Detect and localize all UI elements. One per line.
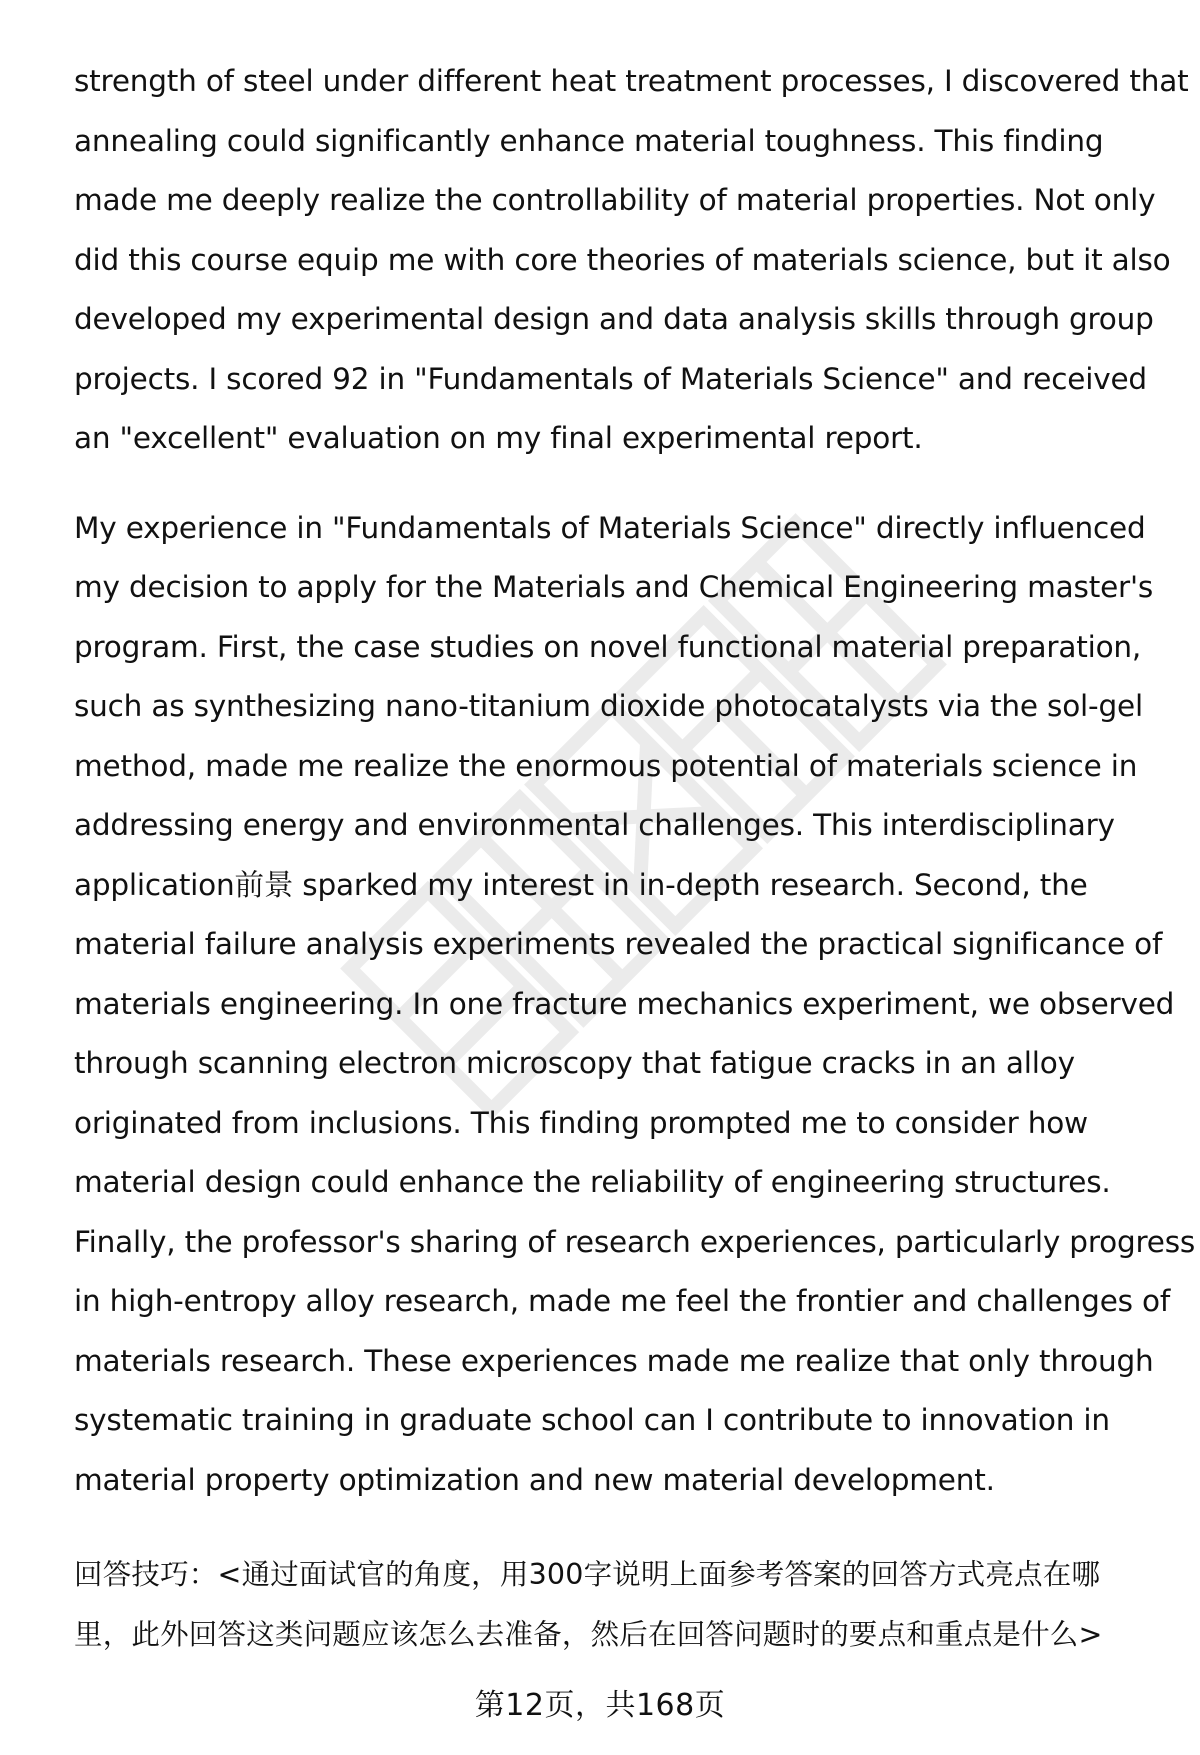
- paragraph-2-line: my decision to apply for the Materials and Chemical Engineering master's: [74, 570, 1154, 604]
- paragraph-2-line: originated from inclusions. This finding prompted me to consider how: [74, 1105, 1088, 1140]
- paragraph-1-line: did this course equip me with core theories of materials science, but it also: [74, 242, 1171, 277]
- paragraph-1-line: projects. I scored 92 in "Fundamentals of Materials Science" and received: [74, 361, 1147, 396]
- paragraph-2-line: materials engineering. In one fracture mechanics experiment, we observed: [74, 986, 1175, 1021]
- paragraph-2-line: in high-entropy alloy research, made me feel the frontier and challenges of: [74, 1284, 1171, 1318]
- paragraph-2-line: method, made me realize the enormous potential of materials science in: [74, 748, 1138, 783]
- paragraph-2-line: materials research. These experiences made me realize that only through: [74, 1343, 1154, 1378]
- paragraph-2-line: Finally, the professor's sharing of research experiences, particularly progress: [74, 1224, 1196, 1259]
- answer-tips-line: 回答技巧：<通过面试官的角度，用300字说明上面参考答案的回答方式亮点在哪: [74, 1558, 1101, 1591]
- page-number: 第12页，共168页: [474, 1688, 726, 1723]
- paragraph-2-line: material property optimization and new material development.: [74, 1462, 995, 1497]
- paragraph-1: [74, 52, 1189, 469]
- paragraph-2-line: through scanning electron microscopy that fatigue cracks in an alloy: [74, 1046, 1075, 1080]
- paragraph-1-line: annealing could significantly enhance material toughness. This finding: [74, 123, 1104, 158]
- paragraph-2-line: program. First, the case studies on novel functional material preparation,: [74, 629, 1142, 664]
- paragraph-1-line: strength of steel under different heat treatment processes, I discovered that: [74, 64, 1189, 98]
- paragraph-2-line: My experience in "Fundamentals of Materials Science" directly influenced: [74, 510, 1146, 545]
- paragraph-2: [74, 499, 1196, 1511]
- paragraph-2-line: systematic training in graduate school can I contribute to innovation in: [74, 1403, 1110, 1437]
- answer-tips: [74, 1545, 1154, 1665]
- paragraph-1-line: made me deeply realize the controllability of material properties. Not only: [74, 183, 1156, 217]
- paragraph-2-line: addressing energy and environmental challenges. This interdisciplinary: [74, 808, 1115, 842]
- paragraph-2-line: such as synthesizing nano-titanium dioxide photocatalysts via the sol-gel: [74, 689, 1143, 723]
- paragraph-2-line: application前景 sparked my interest in in-depth research. Second, the: [74, 867, 1088, 902]
- paragraph-1-line: an "excellent" evaluation on my final experimental report.: [74, 421, 923, 455]
- document-body: [74, 52, 1196, 1510]
- answer-tips-line: 里，此外回答这类问题应该怎么去准备，然后在回答问题时的要点和重点是什么>: [74, 1618, 1103, 1651]
- paragraph-2-line: material design could enhance the reliability of engineering structures.: [74, 1165, 1111, 1199]
- paragraph-2-line: material failure analysis experiments revealed the practical significance of: [74, 927, 1163, 961]
- paragraph-1-line: developed my experimental design and data analysis skills through group: [74, 302, 1154, 336]
